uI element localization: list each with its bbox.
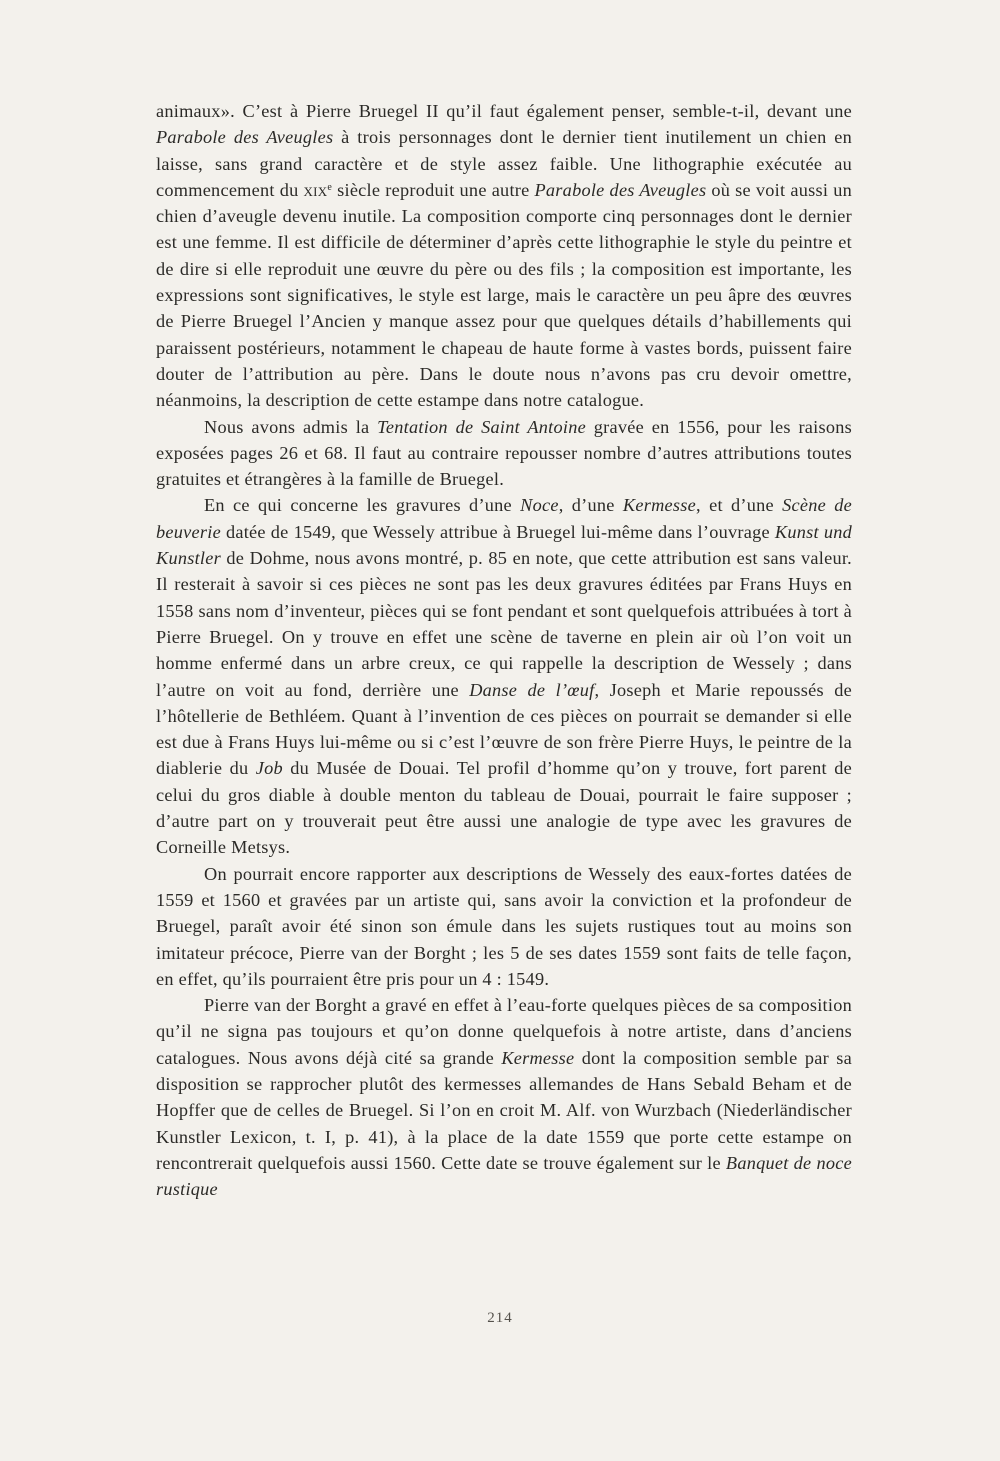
text-run: gravée en 1556, pour les raisons exposées pages 26 et 68. Il faut au contraire repousser nombre d’autres attributions toutes gratuites et étrangères à la famille de Bruegel. [156,416,852,490]
body-text [156,98,852,1202]
superscript: e [327,181,333,193]
italic-title: Parabole des Aveugles [534,179,707,200]
italic-title: Job [255,758,283,779]
text-run: Pierre van der Borght a gravé en effet à l’eau-forte quelques pièces de sa composition qu’il ne signa pas toujours et qu’on donne quelquefois à notre artiste, dans d’anciens catalogues. Nous avons déjà cité sa grande [156,995,852,1068]
italic-title: Banquet de noce rustique [156,1152,852,1200]
text-run: datée de 1549, que Wessely attribue à Bruegel lui-même dans l’ouvrage [220,521,775,542]
italic-title: Danse de l’œuf [469,679,595,700]
text-run: à trois personnages dont le dernier tient inutilement un chien en laisse, sans grand caractère et de style assez faible. Une lithographie exécutée au commencement du [156,127,852,200]
page-number: 214 [487,1310,513,1326]
text-run: du Musée de Douai. Tel profil d’homme qu’on y trouve, fort parent de celui du gros diable à double menton du tableau de Douai, pourrait le faire supposer ; d’autre part on y trouverait peut être aussi une analogie de type avec les gravures de Corneille Metsys. [156,758,852,858]
italic-title: Tentation de Saint Antoine [377,416,586,437]
text-run: où se voit aussi un chien d’aveugle devenu inutile. La composition comporte cinq personnages dont le dernier est une femme. Il est difficile de déterminer d’après cette lithographie le style du peintre et de dire si elle reproduit une œuvre du père ou des fils ; la composition est importante, les expressions sont significatives, le style est large, mais le caractère un peu âpre des œuvres de Pierre Bruegel l’Ancien y manque assez pour que quelques détails d’habillements qui paraissent postérieurs, notamment le chapeau de haute forme à vastes bords, puissent faire douter de l’attribution au père. Dans le doute nous n’avons pas cru devoir omettre, néanmoins, la description de cette estampe dans notre catalogue. [156,179,852,411]
text-run: , et d’une [696,495,783,516]
italic-title: Noce [520,495,559,516]
small-caps-text: xix [303,179,328,200]
italic-title: Kunst und Kunstler [156,521,852,569]
italic-title: Parabole des Aveugles [156,127,334,148]
italic-title: Kermesse [501,1047,575,1068]
paragraph-5 [156,992,852,1202]
paragraph-2 [156,414,852,493]
text-run: dont la composition semble par sa disposition se rapprocher plutôt des kermesses allemandes de Hans Sebald Beham et de Hopffer que de celles de Bruegel. Si l’on en croit M. Alf. von Wurzbach (Niederländischer Kunstler Lexicon, t. I, p. 41), à la place de la date 1559 que porte cette estampe on rencontrerait quelquefois aussi 1560. Cette date se trouve également sur le [156,1047,853,1173]
text-run: En ce qui concerne les gravures d’une [204,495,521,516]
text-run: On pourrait encore rapporter aux descriptions de Wessely des eaux-fortes datées de 1559 et 1560 et gravées par un artiste qui, sans avoir la conviction et la profondeur de Bruegel, paraît avoir été sinon son émule dans les sujets rustiques tout au moins son imitateur précoce, Pierre van der Borght ; les 5 de ses dates 1559 sont faits de telle façon, en effet, qu’ils pourraient être pris pour un 4 : 1549. [156,863,852,989]
paragraph-4 [156,861,852,992]
text-run: Nous avons admis la [204,416,378,437]
paragraph-3 [156,492,852,860]
text-run: , d’une [558,495,623,516]
text-run: de Dohme, nous avons montré, p. 85 en note, que cette attribution est sans valeur. Il resterait à savoir si ces pièces ne sont pas les deux gravures éditées par Frans Huys en 1558 sans nom d’inventeur, pièces qui se font pendant et sont quelquefois attribuées à tort à Pierre Bruegel. On y trouve en effet une scène de taverne en plein air où l’on voit un homme enfermé dans un arbre creux, ce qui rappelle la description de Wessely ; dans l’autre on voit au fond, derrière une [156,548,852,700]
text-run: , Joseph et Marie repoussés de l’hôtellerie de Bethléem. Quant à l’invention de ces pièces on pourrait se demander si elle est due à Frans Huys lui-même ou si c’est l’œuvre de son frère Pierre Huys, le peintre de la diablerie du [156,679,852,779]
paragraph-1 [156,98,852,414]
italic-title: Kermesse [622,495,697,516]
text-run: animaux». C’est à Pierre Bruegel II qu’il faut également penser, semble-t-il, devant une [156,101,852,121]
italic-title: Scène de beuverie [156,495,852,542]
text-run: siècle reproduit une autre [332,179,535,200]
